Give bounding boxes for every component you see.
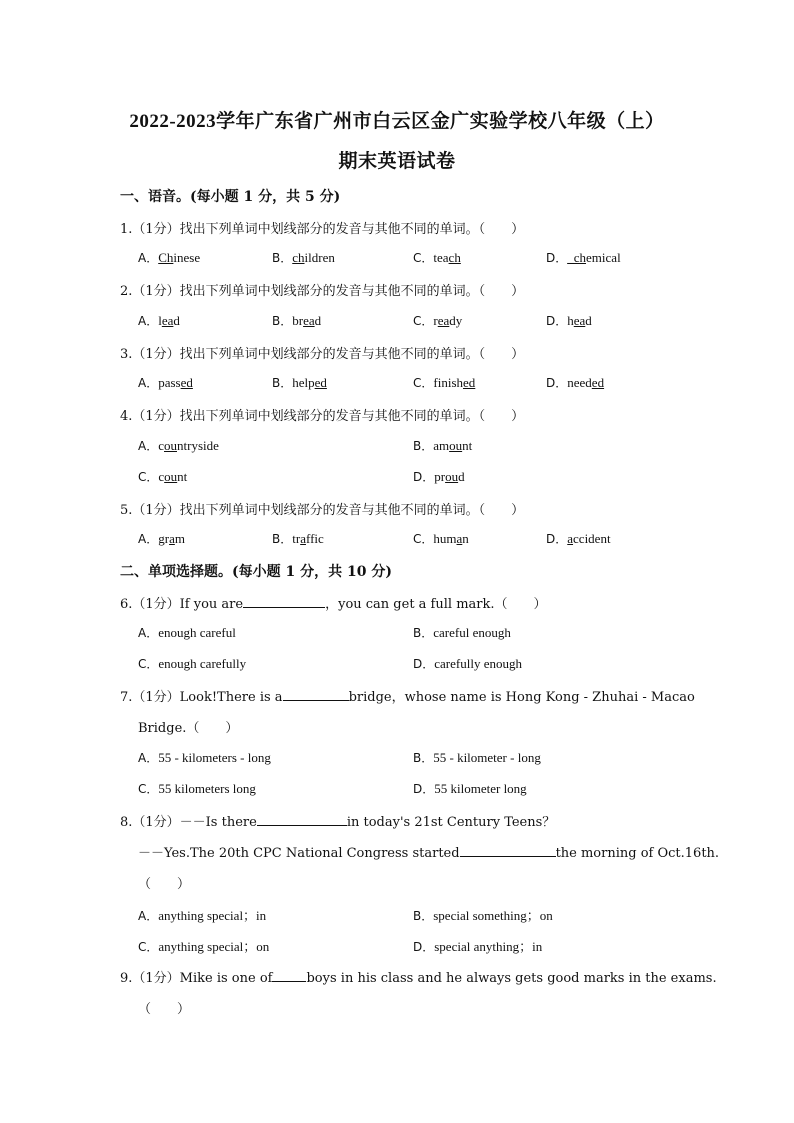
question-7-option-c[interactable]: C．55 kilometers long — [138, 781, 256, 796]
question-2-option-a[interactable]: A．lead — [138, 313, 180, 328]
question-2-option-c[interactable]: C．ready — [413, 313, 463, 328]
question-5-option-c[interactable]: C．human — [413, 531, 469, 546]
question-3-stem: 3.（1分）找出下列单词中划线部分的发音与其他不同的单词。（ ） — [120, 347, 525, 362]
question-2-stem: 2.（1分）找出下列单词中划线部分的发音与其他不同的单词。（ ） — [120, 284, 525, 299]
question-4-option-a[interactable]: A．countryside — [138, 438, 219, 453]
question-7-stem: 7.（1分）Look!There is a bridge，whose name is Hong Kong - Zhuhai - Macao — [120, 690, 695, 705]
exam-title-line2: 期末英语试卷 — [338, 151, 456, 172]
question-3-option-d[interactable]: D．needed — [546, 375, 605, 390]
question-1-option-b[interactable]: B．children — [272, 250, 335, 265]
question-5-option-a[interactable]: A．gram — [138, 531, 185, 546]
question-6-option-c[interactable]: C．enough carefully — [138, 656, 247, 671]
answer-blank[interactable] — [243, 595, 325, 608]
question-7-option-a[interactable]: A．55 - kilometers - long — [138, 750, 271, 765]
question-2-option-d[interactable]: D．head — [546, 313, 592, 328]
exam-title-line1: 2022-2023学年广东省广州市白云区金广实验学校八年级（上） — [129, 111, 665, 132]
question-8-option-b[interactable]: B．special something；on — [413, 908, 553, 923]
question-8-option-d[interactable]: D．special anything；in — [413, 939, 543, 954]
question-8-continuation: （ ） — [138, 877, 191, 892]
question-4-option-b[interactable]: B．amount — [413, 438, 473, 453]
question-4-stem: 4.（1分）找出下列单词中划线部分的发音与其他不同的单词。（ ） — [120, 409, 525, 424]
question-9-continuation: （ ） — [138, 1002, 191, 1017]
question-6-option-b[interactable]: B．careful enough — [413, 625, 511, 640]
question-3-option-c[interactable]: C．finished — [413, 375, 476, 390]
answer-blank[interactable] — [257, 813, 347, 826]
question-3-option-b[interactable]: B．helped — [272, 375, 327, 390]
question-8-option-c[interactable]: C．anything special；on — [138, 939, 270, 954]
question-7-continuation: Bridge.（ ） — [138, 721, 239, 736]
question-4-option-c[interactable]: C．count — [138, 469, 188, 484]
question-8-stem: 8.（1分）－－Is there in today's 21st Century Teens？ — [120, 815, 556, 830]
question-7-option-d[interactable]: D．55 kilometer long — [413, 781, 527, 796]
answer-blank[interactable] — [272, 969, 306, 982]
question-9-stem: 9.（1分）Mike is one of boys in his class and he always gets good marks in the exams. — [120, 971, 717, 986]
question-3-option-a[interactable]: A．passed — [138, 375, 193, 390]
question-1-option-d[interactable]: D．_chemical — [546, 250, 621, 265]
question-5-option-b[interactable]: B．traffic — [272, 531, 324, 546]
answer-blank[interactable] — [460, 844, 556, 857]
question-5-stem: 5.（1分）找出下列单词中划线部分的发音与其他不同的单词。（ ） — [120, 503, 525, 518]
section-heading-phonetics: 一、语音。(每小题 1 分，共 5 分) — [120, 189, 341, 205]
question-6-option-a[interactable]: A．enough careful — [138, 625, 236, 640]
question-2-option-b[interactable]: B．bread — [272, 313, 322, 328]
question-4-option-d[interactable]: D．proud — [413, 469, 465, 484]
question-6-option-d[interactable]: D．carefully enough — [413, 656, 522, 671]
question-6-stem: 6.（1分）If you are ，you can get a full mark.（ ） — [120, 597, 547, 612]
question-8-option-a[interactable]: A．anything special；in — [138, 908, 267, 923]
question-5-option-d[interactable]: D．accident — [546, 531, 611, 546]
question-1-option-a[interactable]: A．Chinese — [138, 250, 201, 265]
question-1-option-c[interactable]: C．teach — [413, 250, 461, 265]
answer-blank[interactable] — [283, 688, 349, 701]
question-8-line-2: －－Yes.The 20th CPC National Congress started the morning of Oct.16th. — [138, 846, 720, 861]
question-1-stem: 1.（1分）找出下列单词中划线部分的发音与其他不同的单词。（ ） — [120, 222, 525, 237]
question-7-option-b[interactable]: B．55 - kilometer - long — [413, 750, 541, 765]
section-heading-single-choice: 二、单项选择题。(每小题 1 分，共 10 分) — [120, 564, 392, 580]
